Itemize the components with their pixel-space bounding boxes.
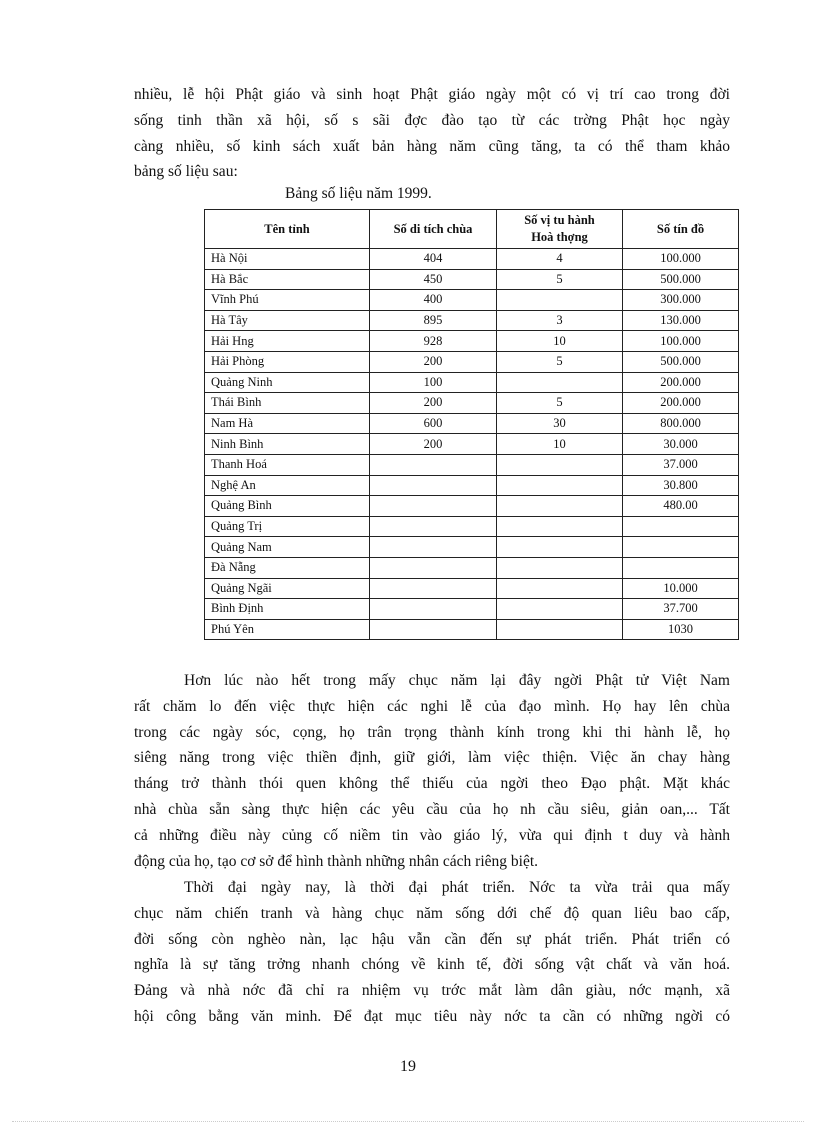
cell-province: Hải Hng — [205, 331, 370, 352]
cell-followers: 200.000 — [623, 372, 739, 393]
header-temples: Số di tích chùa — [370, 210, 497, 249]
table-row — [205, 557, 739, 578]
text-line: càng nhiều, số kinh sách xuất bản hàng năm cũng tăng, ta có thể tham khảo — [134, 137, 730, 155]
cell-temples: 895 — [370, 310, 497, 331]
text-line: sống tinh thần xã hội, số s sãi đợc đào tạo từ các trờng Phật học ngày — [134, 111, 730, 129]
cell-followers: 37.000 — [623, 454, 739, 475]
cell-monks: 10 — [497, 331, 623, 352]
cell-province: Quảng Ninh — [205, 372, 370, 393]
table-row — [205, 351, 739, 372]
cell-followers: 30.800 — [623, 475, 739, 496]
cell-monks: 5 — [497, 351, 623, 372]
table-row — [205, 331, 739, 352]
cell-province: Quảng Trị — [205, 516, 370, 537]
table-row — [205, 454, 739, 475]
cell-monks — [497, 496, 623, 517]
table-row — [205, 537, 739, 558]
cell-temples — [370, 578, 497, 599]
table-caption: Bảng số liệu năm 1999. — [285, 185, 432, 202]
cell-monks: 30 — [497, 413, 623, 434]
text-line: hội công bằng văn minh. Để đạt mục tiêu này nớc ta cần có những ngời có — [134, 1007, 730, 1025]
cell-monks — [497, 454, 623, 475]
cell-temples: 200 — [370, 393, 497, 414]
header-monks: Số vị tu hành Hoà thợng — [497, 210, 623, 249]
page-number: 19 — [400, 1058, 416, 1075]
text-line: động của họ, tạo cơ sở để hình thành những nhân cách riêng biệt. — [134, 852, 539, 870]
page-bottom-divider — [12, 1121, 804, 1122]
text-line: đời sống còn nghèo nàn, lạc hậu vẫn cần đến sự phát triển. Phát triển có — [134, 930, 730, 948]
text-line: Đảng và nhà nớc đã chỉ ra nhiệm vụ trớc mắt làm dân giàu, nớc mạnh, xã — [134, 982, 730, 1000]
cell-province: Ninh Bình — [205, 434, 370, 455]
cell-temples — [370, 619, 497, 640]
cell-followers: 130.000 — [623, 310, 739, 331]
table-row — [205, 393, 739, 414]
cell-followers: 480.00 — [623, 496, 739, 517]
cell-temples: 200 — [370, 434, 497, 455]
header-followers: Số tín đồ — [623, 210, 739, 249]
cell-province: Nghệ An — [205, 475, 370, 496]
cell-province: Hải Phòng — [205, 351, 370, 372]
cell-temples: 200 — [370, 351, 497, 372]
table-row — [205, 434, 739, 455]
cell-province: Quảng Bình — [205, 496, 370, 517]
cell-temples: 450 — [370, 269, 497, 290]
cell-monks — [497, 557, 623, 578]
cell-monks — [497, 537, 623, 558]
text-line: nhiều, lễ hội Phật giáo và sinh hoạt Phật giáo ngày một có vị trí cao trong đời — [134, 86, 730, 103]
cell-monks — [497, 578, 623, 599]
cell-province: Hà Nội — [205, 249, 370, 270]
cell-temples — [370, 599, 497, 620]
table-row — [205, 578, 739, 599]
text-line: Thời đại ngày nay, là thời đại phát triển. Nớc ta vừa trải qua mấy — [184, 879, 730, 896]
cell-temples: 100 — [370, 372, 497, 393]
paragraph-1 — [134, 668, 730, 874]
cell-province: Bình Định — [205, 599, 370, 620]
table-row — [205, 599, 739, 620]
table-row — [205, 269, 739, 290]
cell-temples — [370, 557, 497, 578]
cell-temples — [370, 454, 497, 475]
cell-temples: 404 — [370, 249, 497, 270]
table-row — [205, 249, 739, 270]
table-row — [205, 475, 739, 496]
table-body — [205, 249, 739, 640]
table-row — [205, 372, 739, 393]
text-line: nghĩa là sự tăng trởng nhanh chóng về kinh tế, đời sống vật chất và văn hoá. — [134, 956, 730, 974]
cell-temples — [370, 475, 497, 496]
cell-province: Thái Bình — [205, 393, 370, 414]
cell-monks — [497, 475, 623, 496]
cell-followers: 500.000 — [623, 351, 739, 372]
cell-monks: 5 — [497, 269, 623, 290]
cell-province: Đà Nẵng — [205, 557, 370, 578]
cell-followers: 37.700 — [623, 599, 739, 620]
cell-followers: 200.000 — [623, 393, 739, 414]
cell-monks — [497, 599, 623, 620]
cell-followers — [623, 516, 739, 537]
cell-followers: 300.000 — [623, 290, 739, 311]
text-line: tháng trở thành thói quen không thể thiếu của ngời theo Đạo phật. Mặt khác — [134, 775, 730, 793]
cell-followers: 100.000 — [623, 249, 739, 270]
cell-monks: 4 — [497, 249, 623, 270]
cell-province: Hà Bắc — [205, 269, 370, 290]
cell-temples: 400 — [370, 290, 497, 311]
paragraph-2 — [134, 875, 730, 1030]
cell-monks — [497, 290, 623, 311]
cell-temples — [370, 496, 497, 517]
text-line: siêng năng trong việc thiền định, giữ giới, làm việc thiện. Việc ăn chay hàng — [134, 749, 730, 767]
cell-province: Quảng Nam — [205, 537, 370, 558]
cell-temples: 928 — [370, 331, 497, 352]
cell-followers: 800.000 — [623, 413, 739, 434]
text-line: trong các ngày sóc, cọng, họ trân trọng thành kính trong khi thi hành lễ, họ — [134, 723, 730, 741]
text-line: Hơn lúc nào hết trong mấy chục năm lại đây ngời Phật tử Việt Nam — [184, 672, 730, 689]
table-row — [205, 310, 739, 331]
cell-temples: 600 — [370, 413, 497, 434]
cell-followers: 30.000 — [623, 434, 739, 455]
cell-province: Thanh Hoá — [205, 454, 370, 475]
cell-monks — [497, 516, 623, 537]
cell-temples — [370, 537, 497, 558]
text-line: cả những điều này củng cố niềm tin vào giáo lý, vừa qui định t duy và hành — [134, 826, 730, 844]
table-row — [205, 413, 739, 434]
statistics-table — [204, 209, 739, 640]
table-header-row — [205, 210, 739, 249]
cell-followers — [623, 537, 739, 558]
text-line: chục năm chiến tranh và hàng chục năm sống dới chế độ quan liêu bao cấp, — [134, 904, 730, 922]
cell-monks — [497, 619, 623, 640]
table-row — [205, 496, 739, 517]
cell-province: Vĩnh Phú — [205, 290, 370, 311]
cell-province: Phú Yên — [205, 619, 370, 640]
cell-followers — [623, 557, 739, 578]
text-line: bảng số liệu sau: — [134, 163, 238, 181]
cell-province: Nam Hà — [205, 413, 370, 434]
text-line: nhà chùa sẵn sàng thực hiện các yêu cầu của họ nh cầu siêu, giản oan,... Tất — [134, 800, 730, 818]
cell-monks: 5 — [497, 393, 623, 414]
cell-followers: 100.000 — [623, 331, 739, 352]
table-row — [205, 516, 739, 537]
table-row — [205, 290, 739, 311]
cell-followers: 10.000 — [623, 578, 739, 599]
cell-monks — [497, 372, 623, 393]
intro-paragraph — [134, 82, 730, 185]
cell-followers: 500.000 — [623, 269, 739, 290]
cell-temples — [370, 516, 497, 537]
cell-monks: 10 — [497, 434, 623, 455]
cell-province: Hà Tây — [205, 310, 370, 331]
cell-monks: 3 — [497, 310, 623, 331]
cell-province: Quảng Ngãi — [205, 578, 370, 599]
table-row — [205, 619, 739, 640]
header-province: Tên tỉnh — [205, 210, 370, 249]
text-line: rất chăm lo đến việc thực hiện các nghi lễ của đạo mình. Họ hay lên chùa — [134, 697, 730, 715]
cell-followers: 1030 — [623, 619, 739, 640]
